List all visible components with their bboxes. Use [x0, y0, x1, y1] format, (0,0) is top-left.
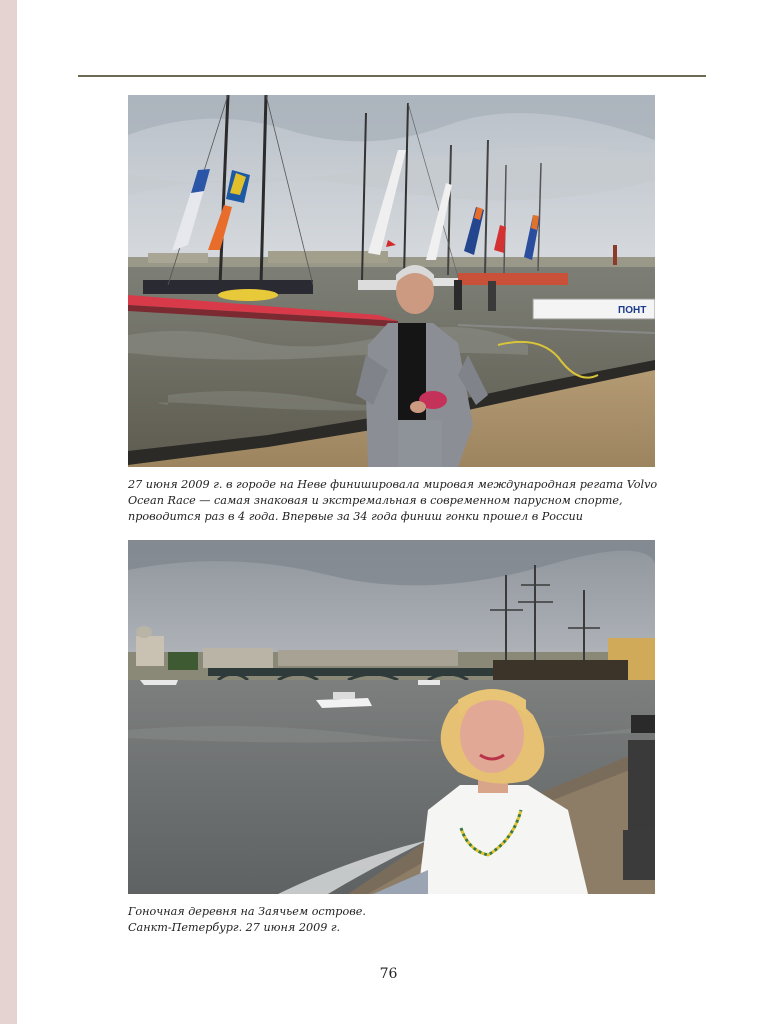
header-rule	[78, 75, 706, 77]
page-spine	[0, 0, 17, 1024]
hare-island-photo	[128, 540, 655, 894]
banner-text: ПОНТ	[618, 305, 647, 316]
photo-caption-regatta: 27 июня 2009 г. в городе на Неве финишировала мировая международная регата Volvo Ocean Race — самая знаковая и экстремальная в современном парусном спорте, проводится раз в 4 года. Впервые за 34 года финиш гонки прошел в России	[128, 478, 658, 523]
page-number: 76	[379, 966, 398, 982]
caption2-line1: Гоночная деревня на Заячьем острове.	[128, 905, 366, 918]
regatta-photo	[128, 95, 655, 467]
photo-caption-hare-island	[128, 904, 658, 936]
caption2-line2: Санкт-Петербург. 27 июня 2009 г.	[128, 921, 341, 934]
